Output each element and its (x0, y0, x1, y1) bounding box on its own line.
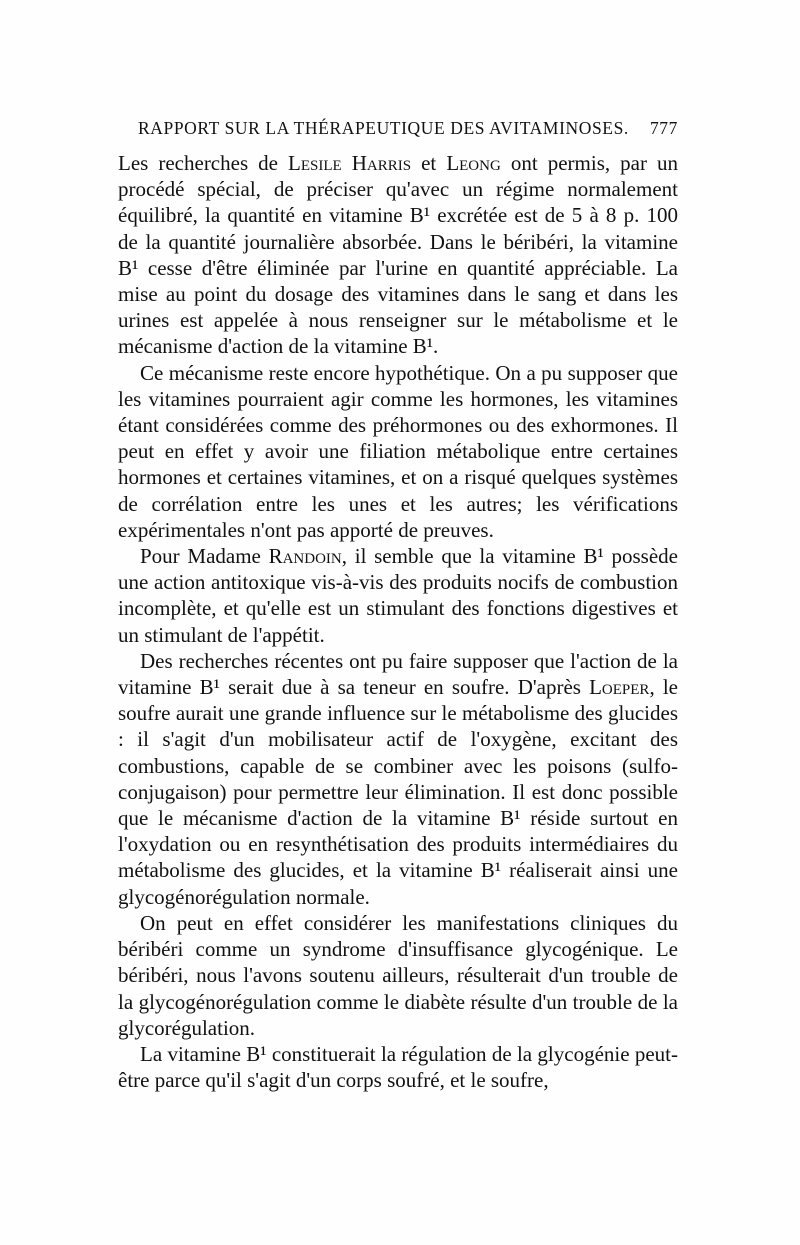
paragraph (118, 543, 678, 648)
text-segment: , le soufre aurait une grande influence sur le métabolisme des glucides : il s'agit d'un mobilisateur actif de l'oxygène, excitant des combustions, capable de se combiner avec les poisons (sulfo-conjugaison) pour permettre leur élimination. Il est donc possible que le mécanisme d'action de la vitamine B¹ réside surtout en l'oxydation ou en resynthétisation des produits intermédiaires du métabolisme des glucides, et la vitamine B¹ réaliserait ainsi une glycogénorégulation normale. (118, 675, 679, 909)
text-segment: Pour Madame (140, 544, 269, 569)
text-segment: On peut en effet considérer les manifestations cliniques du béribéri comme un syndrome d'insuffisance glycogénique. Le béribéri, nous l'avons soutenu ailleurs, résulterait d'un trouble de la glycogénorégulation comme le diabète résulte d'un trouble de la glycorégulation. (118, 910, 678, 1040)
author-name: Lesile Harris (288, 151, 412, 175)
text-segment: , il semble que la vitamine B¹ possède une action antitoxique vis-à-vis des produits nocifs de combustion incomplète, et qu'elle est un stimulant des fonctions digestives et un stimulant de l'appétit. (118, 544, 678, 647)
running-head (118, 118, 678, 144)
running-head-title: RAPPORT SUR LA THÉRAPEUTIQUE DES AVITAMINOSES. (138, 118, 629, 138)
text-segment: ont permis, par un procédé spécial, de préciser qu'avec un régime normalement équilibré, la quantité en vitamine B¹ excrétée est de 5 à 8 p. 100 de la quantité journalière absorbée. Dans le béribéri, la vitamine B¹ cesse d'être éliminée par l'urine en quantité appréciable. La mise au point du dosage des vitamines dans le sang et dans les urines est appelée à nous renseigner sur le métabolisme et le mécanisme d'action de la vitamine B¹. (118, 151, 679, 359)
paragraph (118, 910, 678, 1041)
text-segment: Des recherches récentes ont pu faire supposer que l'action de la vitamine B¹ serait due à sa teneur en soufre. D'après (118, 648, 678, 700)
author-name: Loeper (589, 675, 650, 700)
author-name: Leong (446, 151, 501, 175)
text-segment: La vitamine B¹ constituerait la régulation de la glycogénie peut-être parce qu'il s'agit d'un corps soufré, et le soufre, (118, 1041, 678, 1093)
paragraph (118, 150, 678, 360)
paragraph (118, 648, 678, 910)
text-segment: et (411, 151, 447, 175)
body-text (118, 150, 678, 1093)
paragraph (118, 1041, 678, 1093)
text-segment: Ce mécanisme reste encore hypothétique. On a pu supposer que les vitamines pourraient agir comme les hormones, les vitamines étant considérées comme des préhormones ou des exhormones. Il peut en effet y avoir une filiation métabolique entre certaines hormones et certaines vitamines, et on a risqué quelques systèmes de corrélation entre les unes et les autres; les vérifications expérimentales n'ont pas apporté de preuves. (118, 360, 678, 542)
text-segment: Les recherches de (118, 151, 289, 175)
paragraph (118, 360, 678, 543)
page-number: 777 (649, 118, 678, 138)
author-name: Randoin (268, 544, 342, 569)
